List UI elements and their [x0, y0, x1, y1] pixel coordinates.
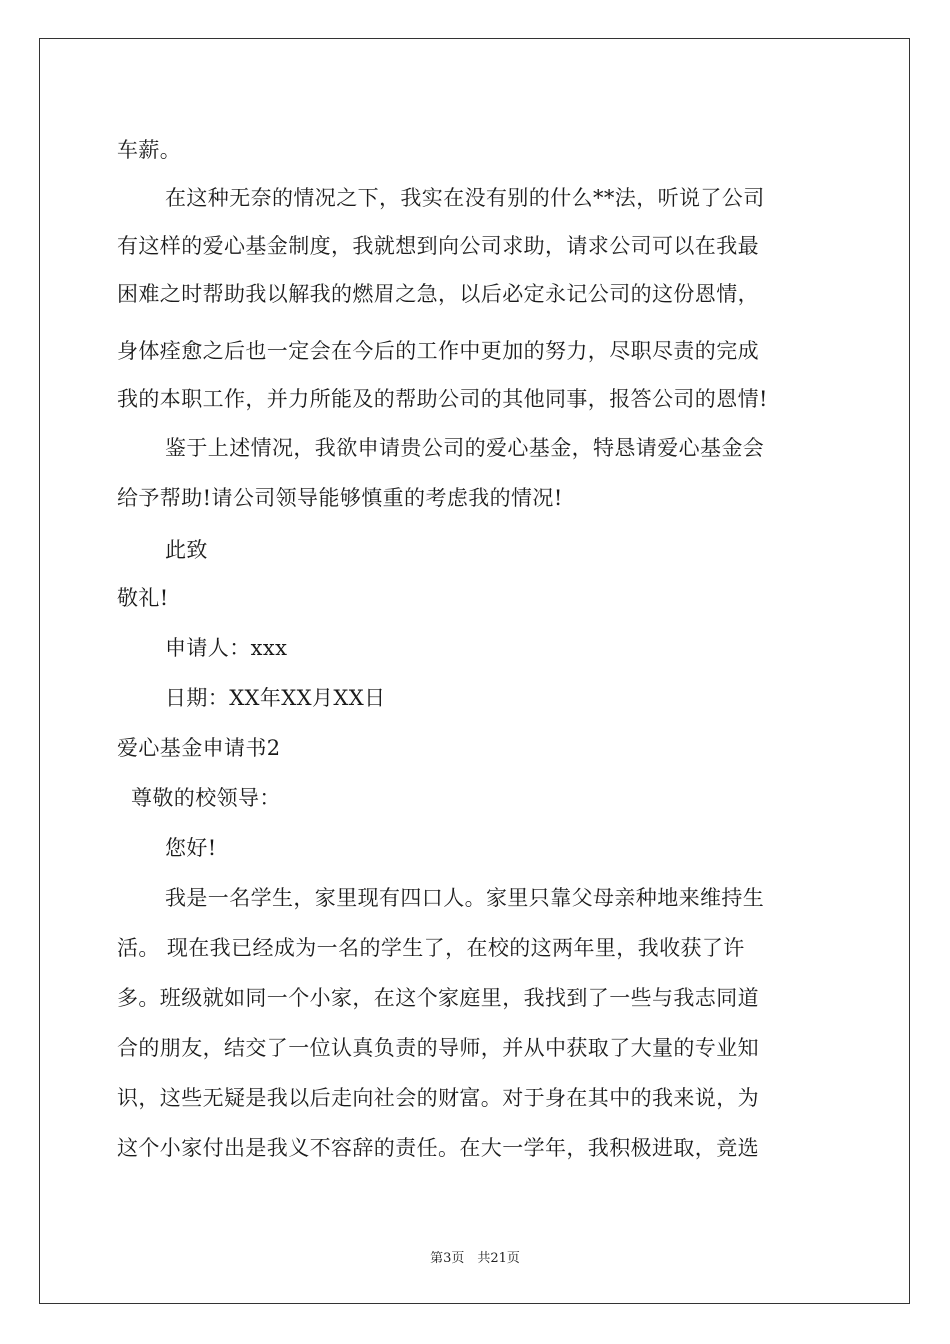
page-border	[39, 38, 910, 1304]
text-line: 我是一名学生，家里现有四口人。家里只靠父母亲种地来维持生	[165, 886, 765, 910]
text-line: 这个小家付出是我义不容辞的责任。在大一学年，我积极进取，竞选	[117, 1136, 759, 1160]
text-line: 我的本职工作，并力所能及的帮助公司的其他同事，报答公司的恩情!	[117, 387, 768, 411]
salutation: 尊敬的校领导：	[131, 786, 281, 810]
text-line: 活。 现在我已经成为一名的学生了，在校的这两年里，我收获了许	[117, 936, 745, 960]
text-line: 身体痊愈之后也一定会在今后的工作中更加的努力，尽职尽责的完成	[117, 339, 759, 363]
text-line: 困难之时帮助我以解我的燃眉之急，以后必定永记公司的这份恩情，	[117, 282, 759, 306]
text-line: 有这样的爱心基金制度，我就想到向公司求助，请求公司可以在我最	[117, 234, 759, 258]
applicant-line: 申请人：xxx	[165, 636, 288, 660]
page-number: 第3页 共21页	[430, 1251, 520, 1266]
text-line: 给予帮助!请公司领导能够慎重的考虑我的情况!	[117, 486, 563, 510]
date-line: 日期：XX年XX月XX日	[165, 686, 386, 710]
text-line: 识，这些无疑是我以后走向社会的财富。对于身在其中的我来说，为	[117, 1086, 759, 1110]
closing-line: 此致	[165, 538, 208, 562]
section-title: 爱心基金申请书2	[117, 736, 281, 760]
greeting: 您好!	[165, 836, 217, 860]
text-line: 车薪。	[117, 138, 182, 162]
text-line: 鉴于上述情况，我欲申请贵公司的爱心基金，特恳请爱心基金会	[165, 436, 765, 460]
text-line: 合的朋友，结交了一位认真负责的导师，并从中获取了大量的专业知	[117, 1036, 759, 1060]
closing-salute: 敬礼!	[117, 586, 169, 610]
text-line: 多。班级就如同一个小家，在这个家庭里，我找到了一些与我志同道	[117, 986, 759, 1010]
text-line: 在这种无奈的情况之下，我实在没有别的什么**法，听说了公司	[165, 186, 765, 210]
